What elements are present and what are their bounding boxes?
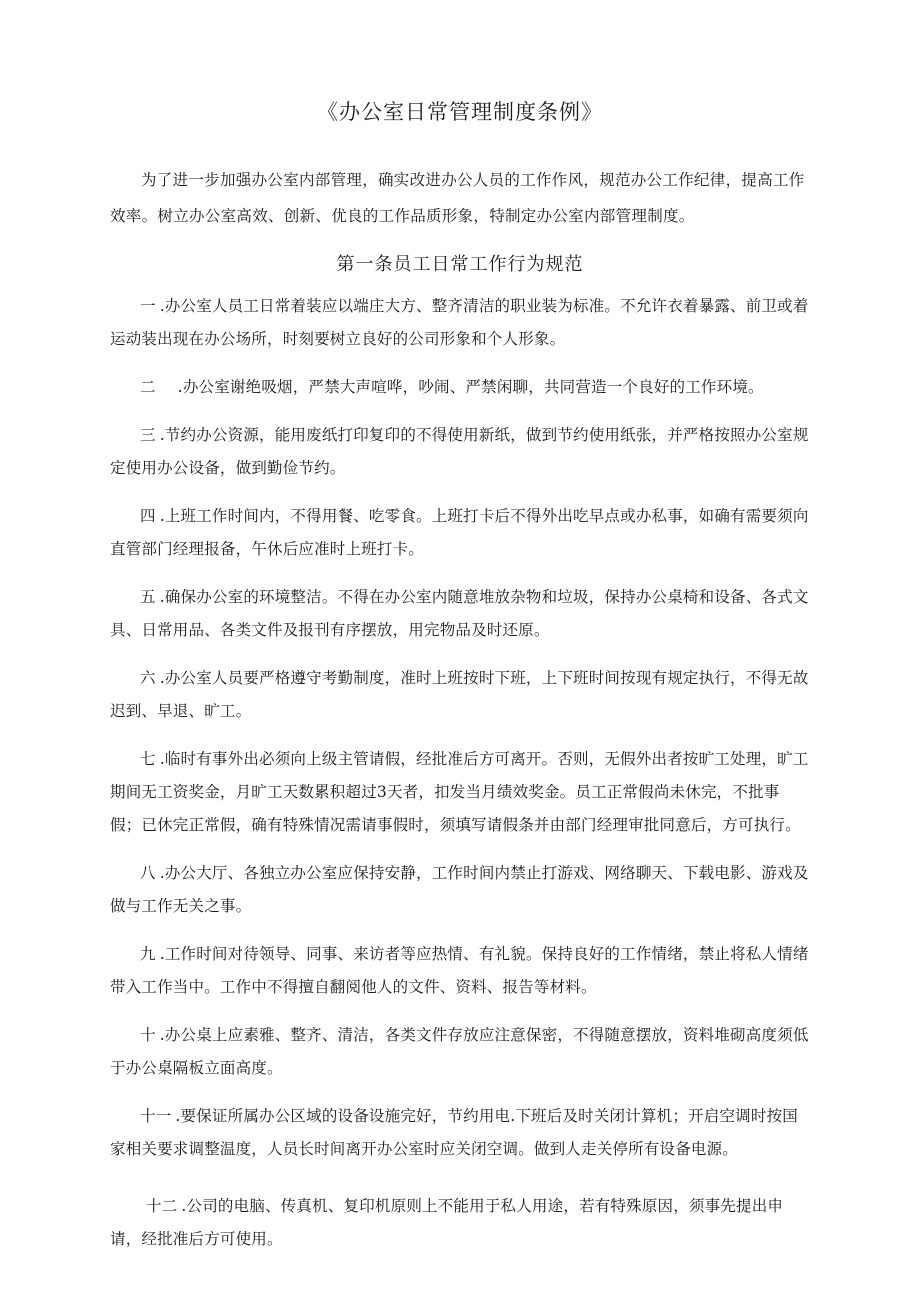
rule-text: .公司的电脑、传真机、复印机原则上不能用于私人用途，若有特殊原因，须事先提出申请，经批准后方可使用。 — [110, 1197, 784, 1248]
rule-item — [110, 419, 810, 485]
rule-text: .工作时间对待领导、同事、来访者等应热情、有礼貌。保持良好的工作情绪，禁止将私人情绪带入工作当中。工作中不得擅自翻阅他人的文件、资料、报告等材料。 — [110, 945, 809, 996]
rule-text: .办公桌上应素雅、整齐、清洁，各类文件存放应注意保密，不得随意摆放，资料堆砌高度须低于办公桌隔板立面高度。 — [110, 1026, 809, 1077]
section-heading: 第一条员工日常工作行为规范 — [336, 254, 584, 275]
rule-number: 一 — [140, 297, 156, 315]
rule-text: .临时有事外出必须向上级主管请假，经批准后方可离开。否则，无假外出者按旷工处理，旷工期间无工资奖金，月旷工天数累积超过3天者，扣发当月绩效奖金。员工正常假尚未休完，不批事假；已休完正常假，确有特殊情况需请事假时，须填写请假条并由部门经理审批同意后，方可执行。 — [110, 750, 809, 834]
rule-number: 五 — [140, 588, 156, 606]
rule-text: .确保办公室的环境整洁。不得在办公室内随意堆放杂物和垃圾，保持办公桌椅和设备、各式文具、日常用品、各类文件及报刊有序摆放，用完物品及时还原。 — [110, 588, 809, 639]
rule-text: .要保证所属办公区域的设备设施完好，节约用电.下班后及时关闭计算机；开启空调时按国家相关要求调整温度，人员长时间离开办公室时应关闭空调。做到人走关停所有设备电源。 — [110, 1107, 798, 1158]
rule-item — [110, 857, 810, 923]
rule-number: 四 — [140, 507, 156, 525]
rule-text: .上班工作时间内，不得用餐、吃零食。上班打卡后不得外出吃早点或办私事，如确有需要须向直管部门经理报备，午休后应准时上班打卡。 — [110, 507, 809, 558]
rule-number: 十二 — [146, 1197, 178, 1215]
rule-item — [110, 1190, 810, 1256]
rule-number: 三 — [140, 426, 156, 444]
rule-text: .节约办公资源，能用废纸打印复印的不得使用新纸，做到节约使用纸张，并严格按照办公室规定使用办公设备，做到勤俭节约。 — [110, 426, 809, 477]
rule-item — [110, 290, 810, 356]
rule-item — [110, 371, 810, 404]
rule-number: 七 — [140, 750, 156, 768]
rule-number: 六 — [140, 669, 156, 687]
rule-number: 八 — [140, 864, 156, 882]
rule-item — [110, 662, 810, 728]
rule-item — [110, 581, 810, 647]
rule-item — [110, 938, 810, 1004]
rule-text: .办公室人员工日常着装应以端庄大方、整齐清洁的职业装为标准。不允许衣着暴露、前卫或着运动装出现在办公场所，时刻要树立良好的公司形象和个人形象。 — [110, 297, 809, 348]
rule-number: 九 — [140, 945, 156, 963]
document-title: 《办公室日常管理制度条例》 — [317, 100, 603, 124]
rule-item — [110, 743, 810, 842]
rule-text: .办公室谢绝吸烟，严禁大声喧哗，吵闹、严禁闲聊，共同营造一个良好的工作环境。 — [177, 378, 764, 396]
rule-item — [110, 1019, 810, 1085]
intro-paragraph: 为了进一步加强办公室内部管理，确实改进办公人员的工作作风，规范办公工作纪律，提高工作效率。树立办公室高效、创新、优良的工作品质形象，特制定办公室内部管理制度。 — [110, 171, 805, 225]
rule-number: 二 — [140, 378, 156, 396]
rule-item — [110, 500, 810, 566]
rule-item — [110, 1100, 810, 1166]
rule-number: 十 — [140, 1026, 156, 1044]
rule-number: 十一 — [140, 1107, 172, 1125]
rule-text: .办公室人员要严格遵守考勤制度，准时上班按时下班，上下班时间按现有规定执行，不得无故迟到、早退、旷工。 — [110, 669, 809, 720]
rule-text: .办公大厅、各独立办公室应保持安静，工作时间内禁止打游戏、网络聊天、下载电影、游戏及做与工作无关之事。 — [110, 864, 809, 915]
